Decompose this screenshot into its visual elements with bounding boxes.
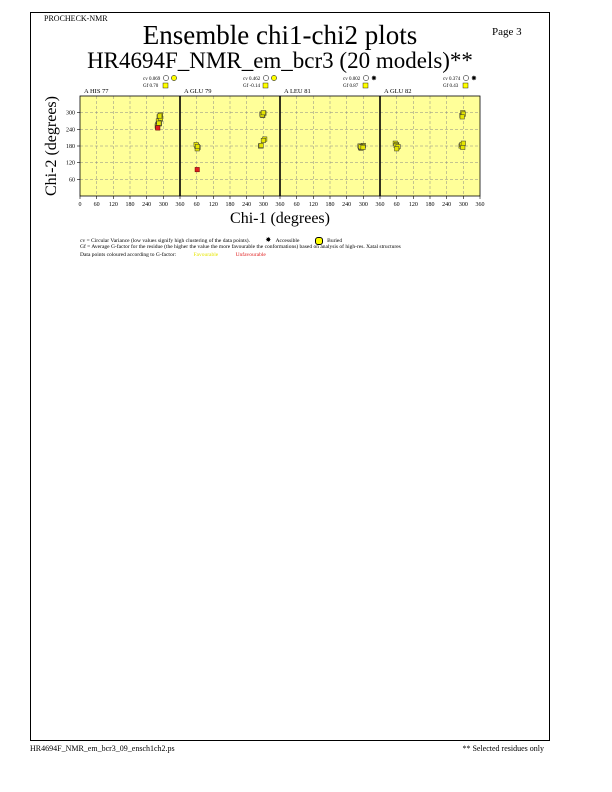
x-tick-label: 180 (225, 202, 235, 208)
x-tick-label: 0 (78, 202, 82, 208)
data-point (157, 121, 161, 125)
x-tick-label: 60 (293, 202, 300, 208)
x-tick-label: 300 (458, 202, 468, 208)
accessible-icon: ✸ (371, 74, 377, 83)
cv-value: cv 0.002 (343, 77, 361, 82)
x-tick-label: 240 (142, 202, 152, 208)
data-point (461, 145, 465, 149)
plot-subtitle: HR4694F_NMR_em_bcr3 (20 models)** (87, 48, 473, 73)
x-tick-label: 120 (408, 202, 418, 208)
x-axis-label: Chi-1 (degrees) (230, 210, 330, 227)
x-tick-label: 240 (242, 202, 252, 208)
gf-swatch (363, 83, 368, 88)
x-tick-label: 180 (425, 202, 435, 208)
legend-cv-text: cv = Circular Variance (low values signify high clustering of the data points). (80, 238, 250, 244)
x-tick-label: 240 (342, 202, 352, 208)
residue-label: A GLU 82 (384, 88, 412, 95)
x-tick-label: 60 (393, 202, 400, 208)
gf-value: Gf 0.43 (443, 84, 459, 89)
x-tick-label: 300 (258, 202, 268, 208)
x-tick-label: 360 (175, 202, 185, 208)
gf-swatch (163, 83, 168, 88)
data-point (195, 144, 199, 148)
y-tick-label: 180 (66, 144, 75, 150)
data-point-unfavourable (195, 167, 199, 171)
residue-label: A GLU 79 (184, 88, 212, 95)
cv-clustering-icon (263, 75, 268, 80)
x-tick-label: 120 (308, 202, 318, 208)
cv-value: cv 0.462 (243, 77, 261, 82)
x-tick-label: 60 (193, 202, 200, 208)
y-axis-label: Chi-2 (degrees) (43, 96, 60, 196)
cv-clustering-icon (463, 75, 468, 80)
legend-accessible: Accessible (275, 238, 300, 244)
x-tick-label: 360 (375, 202, 385, 208)
y-tick-label: 240 (66, 127, 75, 134)
data-point (261, 110, 265, 114)
x-tick-label: 180 (125, 202, 135, 208)
data-point (460, 115, 464, 119)
half-accessible-icon (171, 75, 176, 80)
residue-label: A HIS 77 (84, 88, 109, 95)
x-tick-label: 180 (325, 202, 335, 208)
data-point (158, 114, 162, 118)
program-name: PROCHECK-NMR (44, 14, 108, 23)
data-point (461, 141, 465, 145)
half-accessible-icon (271, 75, 276, 80)
data-point-unfavourable (156, 126, 160, 130)
residue-label: A LEU 81 (284, 88, 311, 95)
legend-colour (80, 252, 266, 258)
legend-favourable: Favourable (193, 252, 219, 258)
gf-value: Gf 0.70 (143, 84, 159, 89)
x-tick-label: 120 (108, 202, 118, 208)
cv-value: cv 0.069 (143, 77, 161, 82)
gf-value: Gf 0.87 (343, 84, 359, 89)
data-point (361, 145, 365, 149)
legend-colour-text: Data points coloured according to G-factor: (80, 252, 177, 258)
legend-buried: Buried (327, 238, 343, 244)
x-tick-label: 120 (208, 202, 218, 208)
x-tick-label: 60 (93, 202, 100, 208)
x-tick-label: 360 (475, 202, 485, 208)
page-number: Page 3 (492, 26, 522, 38)
plot-title: Ensemble chi1-chi2 plots (142, 20, 418, 50)
legend-gf-text: Gf = Average G-factor for the residue (the higher the value the more favourable the conformations) based on analysis of high-res. Xatal structures (80, 244, 401, 250)
cv-value: cv 0.374 (443, 77, 461, 82)
x-tick-label: 300 (358, 202, 368, 208)
gf-swatch (463, 83, 468, 88)
accessible-icon: ✸ (265, 236, 272, 244)
data-point (394, 147, 398, 151)
footer-note: ** Selected residues only (462, 744, 544, 753)
x-tick-label: 240 (442, 202, 452, 208)
y-tick-label: 300 (66, 110, 75, 117)
gf-swatch (263, 83, 268, 88)
data-point (261, 138, 265, 142)
y-tick-label: 60 (69, 177, 75, 184)
data-point (259, 143, 263, 147)
accessible-icon: ✸ (471, 74, 477, 83)
legend-unfavourable: Unfavourable (235, 252, 266, 258)
y-tick-label: 120 (66, 160, 75, 167)
x-tick-label: 360 (275, 202, 285, 208)
gf-value: Gf -0.14 (243, 84, 260, 89)
footer-filename: HR4694F_NMR_em_bcr3_09_ensch1ch2.ps (30, 744, 175, 753)
cv-clustering-icon (163, 75, 168, 80)
cv-clustering-icon (363, 75, 368, 80)
x-tick-label: 300 (158, 202, 168, 208)
